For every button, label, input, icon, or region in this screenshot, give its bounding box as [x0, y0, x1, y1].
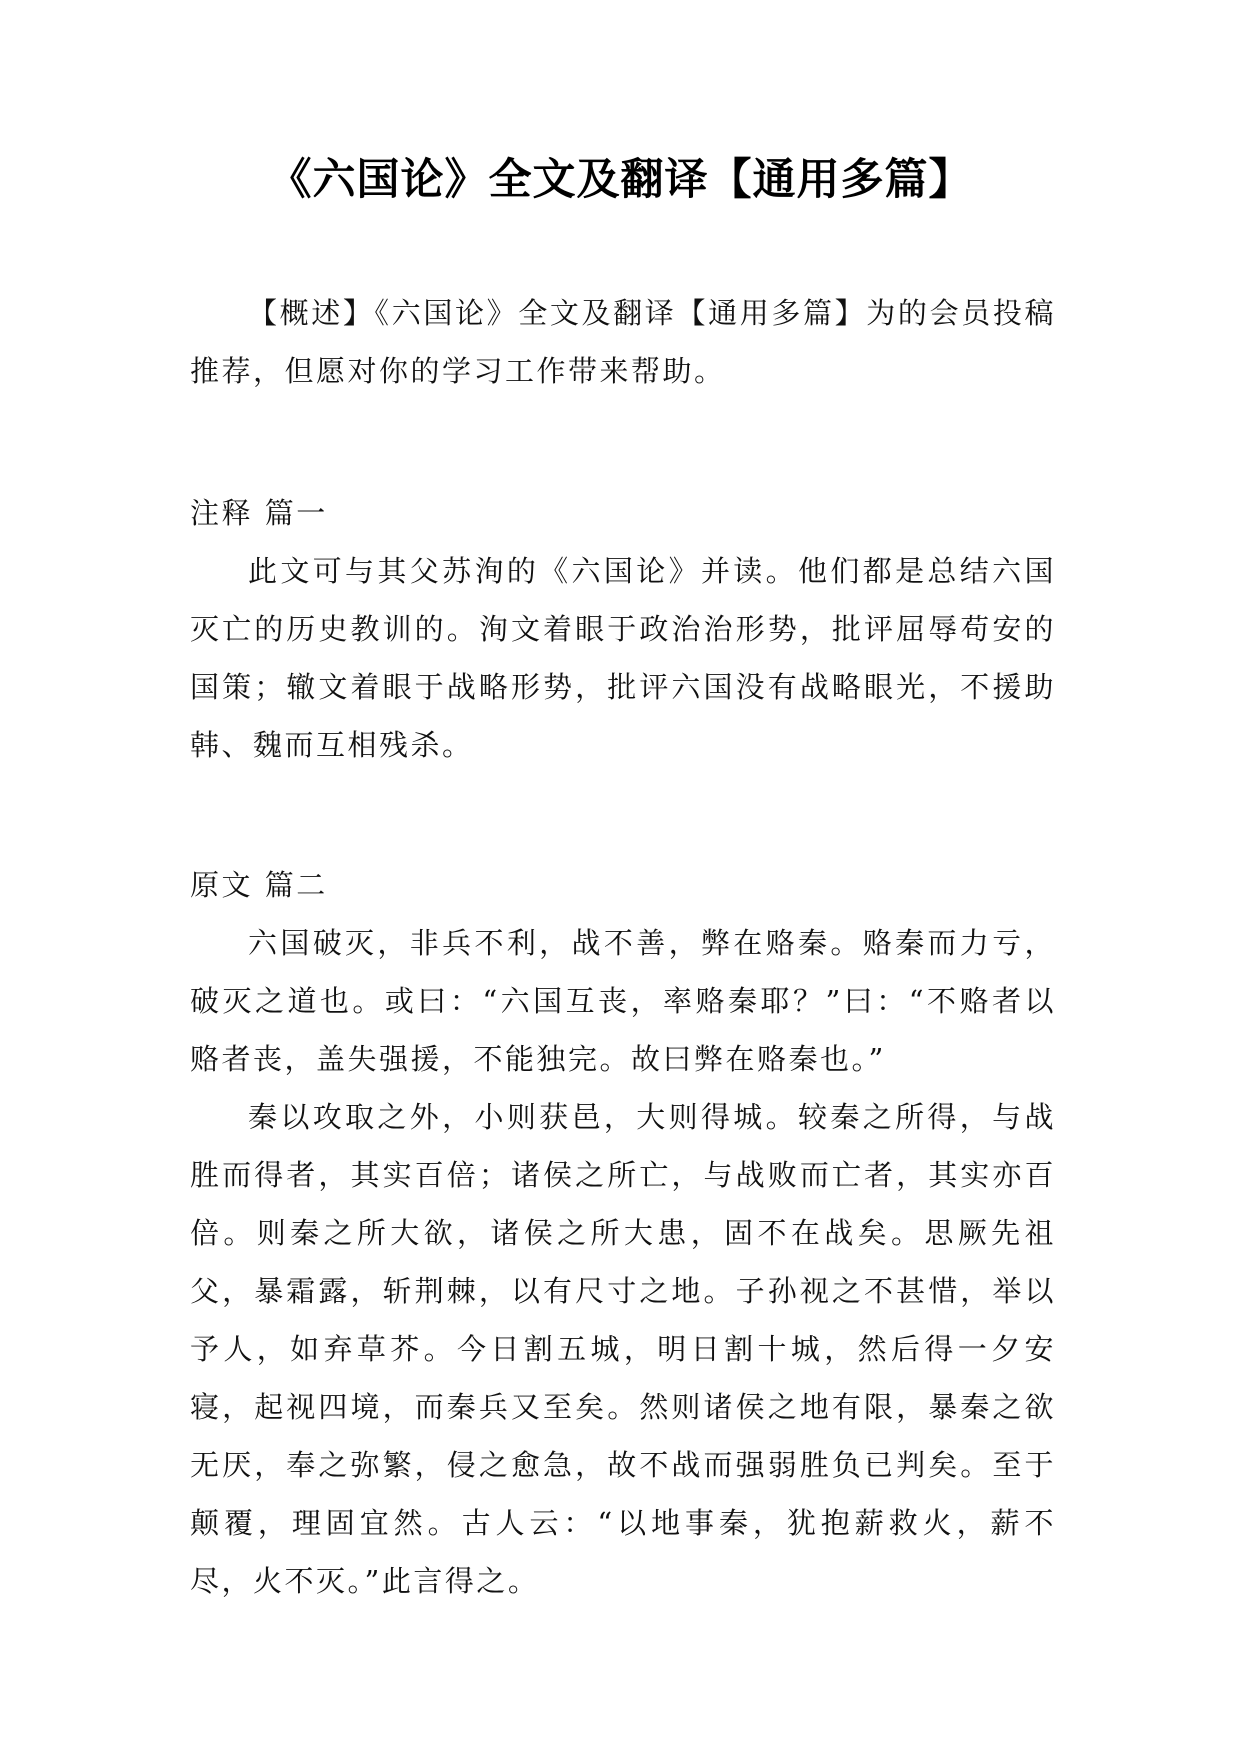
section-heading: 注释 篇一: [190, 496, 328, 530]
section-heading: 原文 篇二: [190, 868, 328, 902]
section-annotation: [190, 484, 1056, 774]
summary-paragraph: 【概述】《六国论》全文及翻译【通用多篇】为的会员投稿推荐，但愿对你的学习工作带来帮助。: [190, 296, 1056, 388]
section-paragraph: 六国破灭，非兵不利，战不善，弊在赂秦。赂秦而力亏，破灭之道也。或曰：“六国互丧，率赂秦耶？”曰：“不赂者以赂者丧，盖失强援，不能独完。故曰弊在赂秦也。”: [190, 926, 1056, 1076]
section-paragraph: 此文可与其父苏洵的《六国论》并读。他们都是总结六国灭亡的历史教训的。洵文着眼于政治治形势，批评屈辱苟安的国策；辙文着眼于战略形势，批评六国没有战略眼光，不援助韩、魏而互相残杀。: [190, 554, 1056, 762]
document-title: 《六国论》全文及翻译【通用多篇】: [268, 155, 973, 205]
section-paragraph: 秦以攻取之外，小则获邑，大则得城。较秦之所得，与战胜而得者，其实百倍；诸侯之所亡，与战败而亡者，其实亦百倍。则秦之所大欲，诸侯之所大患，固不在战矣。思厥先祖父，暴霜露，斩荆棘，以有尺寸之地。子孙视之不甚惜，举以予人，如弃草芥。今日割五城，明日割十城，然后得一夕安寝，起视四境，而秦兵又至矣。然则诸侯之地有限，暴秦之欲无厌，奉之弥繁，侵之愈急，故不战而强弱胜负已判矣。至于颠覆，理固宜然。古人云：“以地事秦，犹抱薪救火，薪不尽，火不灭。”此言得之。: [190, 1100, 1056, 1598]
document-body: [190, 284, 1056, 1610]
section-original-text: [190, 856, 1056, 1610]
